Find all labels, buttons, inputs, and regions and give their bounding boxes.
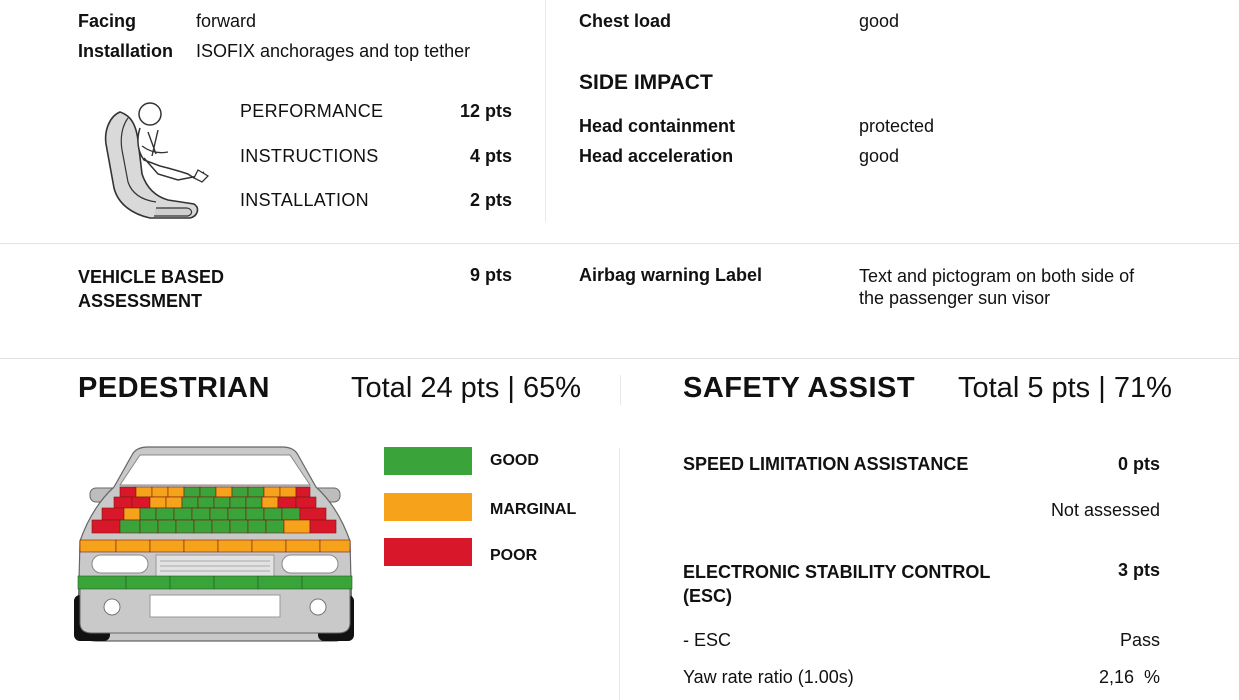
side-impact-title: SIDE IMPACT bbox=[579, 71, 713, 94]
vehicle-based-title-line2: ASSESSMENT bbox=[78, 291, 203, 311]
header-divider bbox=[620, 375, 621, 405]
vehicle-based-title-line1: VEHICLE BASED bbox=[78, 267, 225, 287]
section-divider-bottom bbox=[0, 358, 1239, 359]
score-points-performance: 12 pts bbox=[459, 101, 512, 121]
head-acceleration-value: good bbox=[859, 146, 900, 166]
esc-title-line1: ELECTRONIC STABILITY CONTROL bbox=[683, 562, 991, 582]
legend-poor-label: POOR bbox=[490, 547, 538, 564]
child-car-seat-icon bbox=[98, 96, 224, 224]
chest-load-label: Chest load bbox=[579, 11, 672, 31]
installation-value: ISOFIX anchorages and top tether bbox=[196, 41, 471, 61]
column-divider bbox=[545, 0, 546, 222]
airbag-warning-value-line2: the passenger sun visor bbox=[859, 288, 1051, 308]
head-containment-label: Head containment bbox=[579, 116, 736, 136]
esc-points: 3 pts bbox=[1117, 560, 1160, 580]
score-label-instructions: INSTRUCTIONS bbox=[240, 146, 379, 166]
esc-title bbox=[683, 560, 990, 608]
vehicle-based-title bbox=[78, 265, 224, 313]
airbag-warning-value-line1: Text and pictogram on both side of bbox=[859, 266, 1135, 286]
airbag-warning-label: Airbag warning Label bbox=[579, 265, 763, 285]
pedestrian-title: PEDESTRIAN bbox=[78, 372, 270, 404]
legend-good-label: GOOD bbox=[490, 452, 539, 469]
chest-load-value: good bbox=[859, 11, 900, 31]
installation-label: Installation bbox=[78, 41, 174, 61]
airbag-warning-value bbox=[859, 265, 1134, 309]
yaw-rate-label: Yaw rate ratio (1.00s) bbox=[683, 667, 854, 687]
pedestrian-total: Total 24 pts | 65% bbox=[351, 372, 582, 404]
facing-label: Facing bbox=[78, 11, 137, 31]
esc-row-value: Pass bbox=[1119, 630, 1160, 650]
score-label-installation: INSTALLATION bbox=[240, 190, 369, 210]
safety-assist-title: SAFETY ASSIST bbox=[683, 372, 916, 404]
legend-good-swatch bbox=[384, 447, 472, 475]
score-label-performance: PERFORMANCE bbox=[240, 101, 384, 121]
sla-title: SPEED LIMITATION ASSISTANCE bbox=[683, 454, 969, 474]
sla-status: Not assessed bbox=[1050, 500, 1160, 520]
legend-poor-swatch bbox=[384, 538, 472, 566]
pedestrian-safety-divider bbox=[619, 448, 620, 700]
score-points-instructions: 4 pts bbox=[469, 146, 512, 166]
legend-marginal-label: MARGINAL bbox=[490, 501, 577, 518]
vehicle-based-points: 9 pts bbox=[469, 265, 512, 285]
section-divider-top bbox=[0, 243, 1239, 244]
head-acceleration-label: Head acceleration bbox=[579, 146, 734, 166]
car-front-impact-map-icon bbox=[70, 445, 360, 645]
head-containment-value: protected bbox=[859, 116, 935, 136]
safety-assist-total: Total 5 pts | 71% bbox=[958, 372, 1172, 404]
legend-marginal-swatch bbox=[384, 493, 472, 521]
score-points-installation: 2 pts bbox=[469, 190, 512, 210]
esc-title-line2: (ESC) bbox=[683, 586, 732, 606]
sla-points: 0 pts bbox=[1117, 454, 1160, 474]
yaw-rate-value: 2,16 % bbox=[1098, 667, 1160, 687]
facing-value: forward bbox=[196, 11, 257, 31]
esc-row-label: - ESC bbox=[683, 630, 732, 650]
